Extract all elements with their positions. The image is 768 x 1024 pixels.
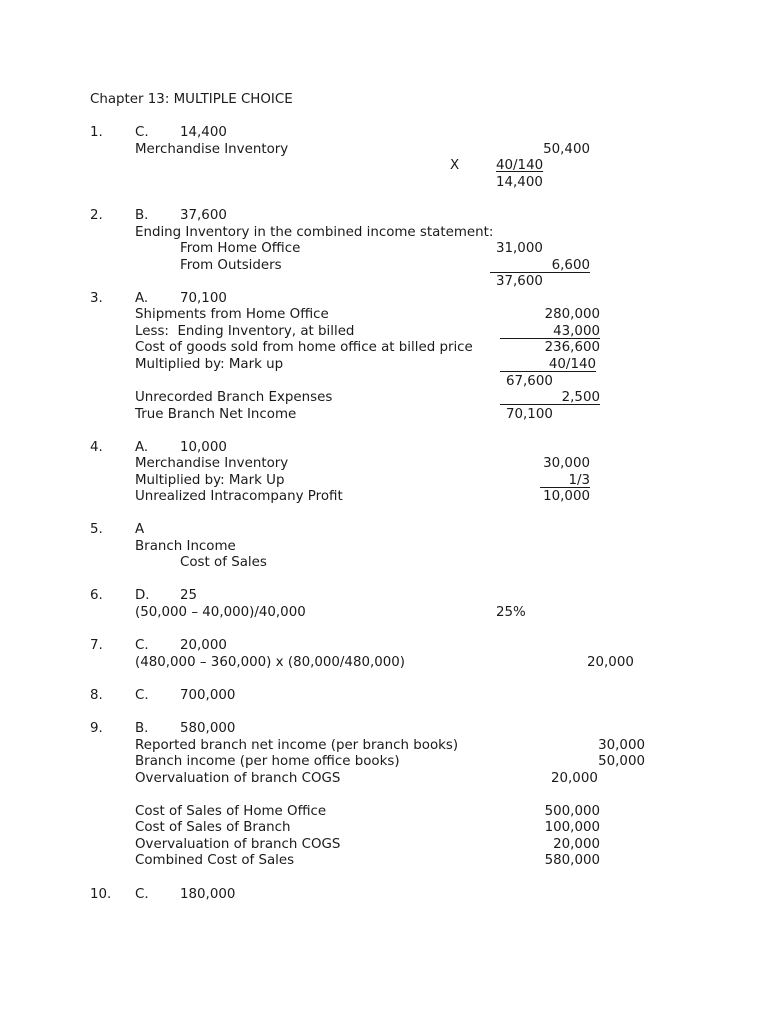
q9-line1-label: Reported branch net income (per branch books)	[135, 738, 459, 753]
q1-result: 14,400	[496, 175, 543, 190]
q5-line2: Cost of Sales	[180, 555, 267, 570]
q3-line6-value: 70,100	[506, 407, 553, 422]
q4-line3-value: 10,000	[543, 489, 590, 504]
q3-line2-value: 43,000	[500, 324, 600, 339]
q10-number: 10.	[90, 887, 112, 902]
q2-heading: Ending Inventory in the combined income statement:	[135, 225, 494, 240]
q1-fraction: 40/140	[496, 158, 544, 173]
q7-number: 7.	[90, 638, 103, 653]
q2-number: 2.	[90, 208, 103, 223]
q9-line5-label: Cost of Sales of Branch	[135, 820, 291, 835]
q7-letter: C.	[135, 638, 149, 653]
q2-from-outsiders-value: 6,600	[490, 258, 590, 273]
q4-letter: A.	[135, 440, 149, 455]
q8-number: 8.	[90, 688, 103, 703]
q4-line1-label: Merchandise Inventory	[135, 456, 289, 471]
q9-number: 9.	[90, 721, 103, 736]
q3-line5-value: 2,500	[500, 390, 600, 405]
q9-line7-label: Combined Cost of Sales	[135, 853, 295, 868]
q1-answer: 14,400	[180, 125, 227, 140]
q9-letter: B.	[135, 721, 149, 736]
q9-line2-label: Branch income (per home office books)	[135, 754, 400, 769]
q7-formula: (480,000 – 360,000) x (80,000/480,000)	[135, 655, 406, 670]
q1-letter: C.	[135, 125, 149, 140]
q6-number: 6.	[90, 588, 103, 603]
q3-line4-value: 40/140	[500, 357, 596, 372]
q9-line7-value: 580,000	[544, 853, 600, 868]
q9-line4-value: 500,000	[544, 804, 600, 819]
q3-answer: 70,100	[180, 291, 227, 306]
q10-letter: C.	[135, 887, 149, 902]
q9-line3-value: 20,000	[551, 771, 598, 786]
q3-line3-label: Cost of goods sold from home office at billed price	[135, 340, 473, 355]
q3-line2-label: Less: Ending Inventory, at billed	[135, 324, 355, 339]
q3-letter: A.	[135, 291, 149, 306]
q7-result: 20,000	[587, 655, 634, 670]
q10-answer: 180,000	[180, 887, 236, 902]
q2-letter: B.	[135, 208, 149, 223]
q3-subtotal: 67,600	[506, 374, 553, 389]
q3-line5-label: Unrecorded Branch Expenses	[135, 390, 333, 405]
q4-line2-value: 1/3	[540, 473, 590, 488]
q8-letter: C.	[135, 688, 149, 703]
q5-line1: Branch Income	[135, 539, 236, 554]
q2-from-home-value: 31,000	[496, 241, 543, 256]
q5-number: 5.	[90, 522, 103, 537]
q5-letter: A	[135, 522, 145, 537]
page-title: Chapter 13: MULTIPLE CHOICE	[90, 92, 293, 107]
q9-line5-value: 100,000	[544, 820, 600, 835]
q9-line3-label: Overvaluation of branch COGS	[135, 771, 341, 786]
q9-line2-value: 50,000	[598, 754, 645, 769]
q6-answer: 25	[180, 588, 198, 603]
q6-formula: (50,000 – 40,000)/40,000	[135, 605, 306, 620]
q1-x-mark: X	[450, 158, 460, 173]
q9-line6-label: Overvaluation of branch COGS	[135, 837, 341, 852]
q2-from-home-label: From Home Office	[180, 241, 301, 256]
q4-number: 4.	[90, 440, 103, 455]
q1-value: 50,400	[543, 142, 590, 157]
q2-answer: 37,600	[180, 208, 227, 223]
q9-line6-value: 20,000	[553, 837, 600, 852]
q3-number: 3.	[90, 291, 103, 306]
q9-line1-value: 30,000	[598, 738, 645, 753]
q3-line6-label: True Branch Net Income	[135, 407, 297, 422]
q7-answer: 20,000	[180, 638, 227, 653]
q6-result: 25%	[496, 605, 526, 620]
q9-line4-label: Cost of Sales of Home Office	[135, 804, 327, 819]
q6-letter: D.	[135, 588, 150, 603]
q1-label: Merchandise Inventory	[135, 142, 289, 157]
q4-answer: 10,000	[180, 440, 227, 455]
q8-answer: 700,000	[180, 688, 236, 703]
q3-line1-label: Shipments from Home Office	[135, 307, 329, 322]
q4-line2-label: Multiplied by: Mark Up	[135, 473, 285, 488]
q4-line3-label: Unrealized Intracompany Profit	[135, 489, 343, 504]
q3-line3-value: 236,600	[544, 340, 600, 355]
q4-line1-value: 30,000	[543, 456, 590, 471]
q1-number: 1.	[90, 125, 103, 140]
q2-from-outsiders-label: From Outsiders	[180, 258, 282, 273]
q3-line4-label: Multiplied by: Mark up	[135, 357, 284, 372]
q3-line1-value: 280,000	[544, 307, 600, 322]
q9-answer: 580,000	[180, 721, 236, 736]
q2-total: 37,600	[496, 274, 543, 289]
